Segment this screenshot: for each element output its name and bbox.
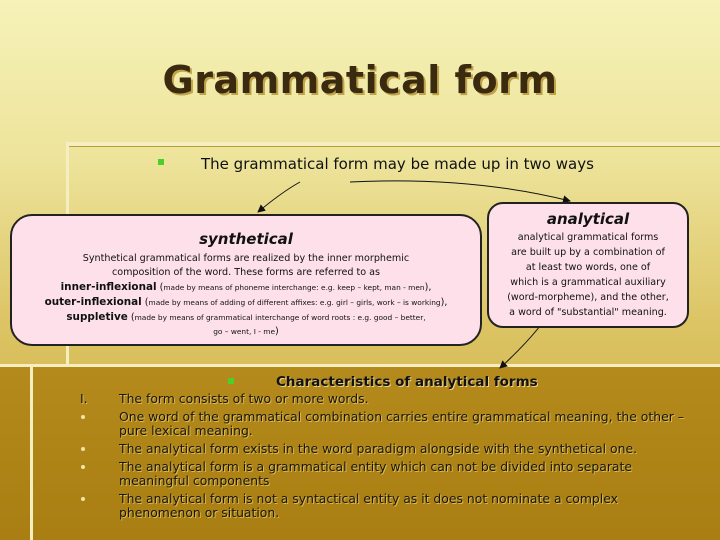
suppletive-term: suppletive xyxy=(66,311,128,323)
bullet-icon xyxy=(81,497,85,501)
characteristics-list xyxy=(80,392,700,524)
outer-inflexional-term: outer-inflexional xyxy=(44,296,142,308)
arrow-to-synthetical xyxy=(258,182,300,212)
list-item-text: The analytical form exists in the word paradigm alongside with the synthetical one. xyxy=(119,441,638,456)
list-item-text: The analytical form is a grammatical entity which can not be divided into separate meaningful components xyxy=(119,459,633,488)
suppletive-note: made by means of grammatical interchange of word roots : e.g. good – better, xyxy=(134,313,426,322)
analytical-line: (word-morpheme), and the other, xyxy=(507,292,669,303)
inner-inflexional-term: inner-inflexional xyxy=(60,281,157,293)
bullet-icon xyxy=(81,415,85,419)
analytical-line: analytical grammatical forms xyxy=(517,232,659,243)
inner-inflexional-note: made by means of phoneme interchange: e.g. keep – kept, man - men xyxy=(163,283,425,292)
intro-text: The grammatical form may be made up in two ways xyxy=(201,155,594,173)
analytical-heading: analytical xyxy=(546,210,630,228)
suppletive-note-2: go – went, I - me xyxy=(213,327,276,336)
synthetical-line-2: composition of the word. These forms are referred to as xyxy=(111,267,381,278)
list-item xyxy=(80,410,700,438)
list-item-text: The analytical form is not a syntactical entity as it does not nominate a complex phenomenon or situation. xyxy=(119,491,618,520)
outer-inflexional-line: outer-inflexional (made by means of adding of different affixes: e.g. girl – girls, work – is working), xyxy=(44,296,448,308)
arrow-to-analytical xyxy=(350,181,570,201)
arrow-to-characteristics xyxy=(500,326,540,368)
synthetical-body xyxy=(16,252,476,339)
list-item-text: The form consists of two or more words. xyxy=(119,391,369,406)
synthetical-heading: synthetical xyxy=(199,230,293,248)
inner-inflexional-line: inner-inflexional (made by means of phoneme interchange: e.g. keep – kept, man - men), xyxy=(60,281,432,293)
analytical-line: a word of "substantial" meaning. xyxy=(509,307,667,318)
list-item-text: One word of the grammatical combination carries entire grammatical meaning, the other – pure lexical meaning. xyxy=(119,409,684,438)
list-marker: I. xyxy=(80,391,88,406)
analytical-line: are built up by a combination of xyxy=(511,247,665,258)
synthetical-line-1: Synthetical grammatical forms are realized by the inner morphemic xyxy=(82,253,410,264)
bullet-icon xyxy=(81,447,85,451)
suppletive-line-2: go – went, I - me) xyxy=(213,326,279,337)
analytical-body xyxy=(495,230,681,320)
analytical-box xyxy=(487,202,689,328)
list-item xyxy=(80,392,700,406)
characteristics-heading: Characteristics of analytical forms xyxy=(276,374,538,390)
outer-inflexional-note: made by means of adding of different affixes: e.g. girl – girls, work – is working xyxy=(148,298,441,307)
synthetical-box xyxy=(10,214,482,346)
suppletive-line: suppletive (made by means of grammatical interchange of word roots : e.g. good – better, xyxy=(66,311,426,323)
green-bullet-icon xyxy=(228,378,234,384)
analytical-line: at least two words, one of xyxy=(525,262,651,273)
list-item xyxy=(80,442,700,456)
list-item xyxy=(80,460,700,488)
bullet-icon xyxy=(81,465,85,469)
list-item xyxy=(80,492,700,520)
slide-title: Grammatical form xyxy=(162,58,558,102)
analytical-line: which is a grammatical auxiliary xyxy=(510,277,666,288)
